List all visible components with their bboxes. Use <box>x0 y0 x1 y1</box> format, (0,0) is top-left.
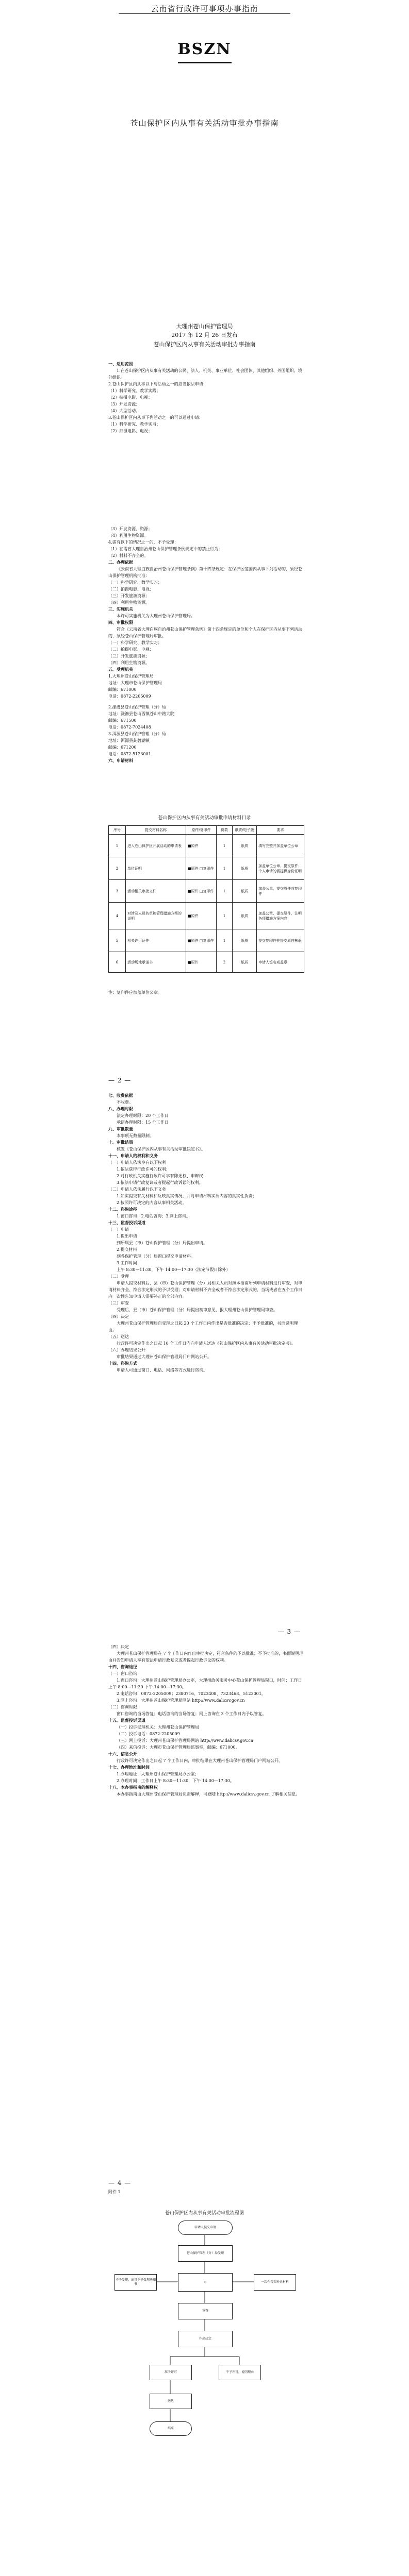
list-item: （2）拍摄电影、电视； <box>108 429 153 433</box>
list-item: （二）拍摄电影、电视； <box>108 587 154 591</box>
table-row <box>109 903 304 929</box>
table-cell: 纸质 <box>233 903 257 929</box>
list-item: 邮编：671500 <box>108 718 137 723</box>
list-item: （2）材料不齐全的。 <box>108 553 149 558</box>
page-number: — 3 — <box>277 1628 301 1635</box>
paragraph: 大理州苍山保护管理局在 7 个工作日内作出审批决定，符合条件的予以批准；不予批准的，书面说明理由并告知申请人享有依法申请行政复议或者提起行政诉讼的权利。 <box>108 1651 304 1663</box>
table-cell: 1 <box>109 835 126 857</box>
list-item: 2.按照许可决定的内容从事相关活动。 <box>117 1200 187 1205</box>
list-item: 1.大理州苍山保护管理局 <box>108 674 154 679</box>
decision-icon: ◇ <box>204 2280 207 2284</box>
table-cell: 1 <box>217 903 233 929</box>
section-heading: 七、收费依据 <box>108 1093 133 1098</box>
paragraph: 1.窗口咨询：大理州苍山保护管理局办公室，大理州政务服务中心苍山保护管理局窗口，时间：工作日上午 8:00—11:30 下午 14:00—17:30。 <box>108 1678 302 1689</box>
table-cell: ■原件 □复印件 <box>186 880 217 903</box>
issue-footer: 苍山保护区内从事有关活动审批办事指南 <box>153 341 256 348</box>
table-cell: ■原件 □复印件 <box>186 929 217 952</box>
table-cell: 1 <box>217 880 233 903</box>
flow-node-review: 审查 <box>178 2303 233 2319</box>
list-item: （四）利用生物资源。 <box>108 600 150 605</box>
list-item: （3）开发资源； <box>108 402 140 406</box>
page-2 <box>0 526 409 1077</box>
page-5 <box>0 2179 409 2576</box>
table-row <box>109 952 304 973</box>
paragraph: 1.办理地址：大理州苍山保护管理局办公室； <box>117 1772 199 1776</box>
list-item: 2.漾濞县苍山保护管理（分）局 <box>108 705 166 709</box>
paragraph: 法定办理时限：20 个工作日 <box>117 1113 169 1118</box>
paragraph: 本许可实施机关为大理州苍山保护管理局。 <box>117 614 195 618</box>
flow-node-accept: 苍山保护管理（分）局受理 <box>178 2245 233 2262</box>
paragraph: （三）审查 <box>108 1301 129 1306</box>
list-item: （三）开发旅游资源； <box>108 594 150 598</box>
guide-title: 苍山保护区内从事有关活动审批办事指南 <box>130 118 279 128</box>
section-heading: 五、受理机关 <box>108 667 133 672</box>
paragraph: 申请人提交材料后，县（市）苍山保护管理（分）局相关人员对照本指南所列申请材料进行审查，对申请材料齐全、符合法定形式的予以受理；对申请材料不齐全或者不符合法定形式的，当场或者在五个工作日内一次性告知申请人需要补正的全部内容。 <box>108 1281 302 1299</box>
paragraph: （一）申请人依法享有以下权利 <box>108 1160 166 1165</box>
paragraph: 到所属县（市）苍山保护管理（分）局提出申请。 <box>117 1241 207 1245</box>
table-cell: 4 <box>109 903 126 929</box>
table-cell: ■原件 □复印件 <box>186 857 217 880</box>
list-item: （1）科学研究、教学实践； <box>108 388 161 393</box>
paragraph: （四）决定 <box>108 1314 129 1319</box>
table-cell: 1 <box>217 835 233 857</box>
table-cell: 6 <box>109 952 126 973</box>
table-cell: 1 <box>217 929 233 952</box>
table-cell: 纸质 <box>233 952 257 973</box>
list-item: 邮编：671000 <box>108 687 137 692</box>
paragraph: （一）投诉受理机关：大理州苍山保护管理局 <box>117 1725 199 1730</box>
flow-node-approve: 准予许可 <box>150 2365 192 2380</box>
section-block <box>108 1643 304 1798</box>
list-item: （3）开发资源、资源； <box>108 527 153 531</box>
section-heading: 十四、咨询途径 <box>108 1664 137 1669</box>
flow-node-start: 申请人提交申请 <box>178 2221 233 2235</box>
paragraph: （五）送达 <box>108 1334 129 1339</box>
flow-node-decision <box>178 2273 233 2292</box>
paragraph: 大理州苍山保护管理局自受理之日起 20 个工作日内作出是否批准的决定；不予批准的，书面说明理由。 <box>108 1321 298 1332</box>
section-block <box>108 526 304 764</box>
section-heading: 六、申请材料 <box>108 758 133 763</box>
paragraph: 《云南省大理白族自治州苍山保护管理条例》第十四条规定：在保护区范围内从事下列活动的，须经苍山保护管理机构批准： <box>108 567 302 578</box>
col-header: 纸质/电子版 <box>233 826 257 835</box>
list-item: （一）科学研究、教学实习； <box>108 580 162 585</box>
col-header: 份数 <box>217 826 233 835</box>
paragraph: （六）办理结果公开 <box>108 1348 145 1352</box>
table-note: 注：复印件应加盖单位公章。 <box>108 990 162 995</box>
paragraph: （一）窗口咨询 <box>108 1671 137 1676</box>
paragraph: （一）申请 <box>108 1227 129 1232</box>
table-row <box>109 880 304 903</box>
table-row <box>109 929 304 952</box>
flow-node-supplement: 一次性告知补正材料 <box>254 2274 296 2291</box>
logo-underline <box>178 62 232 63</box>
list-item: 电话：0872-5123001 <box>108 752 151 756</box>
table-title: 苍山保护区内从事有关活动审批申请材料目录 <box>158 816 251 821</box>
list-item: （四）利用生物资源。 <box>108 660 150 665</box>
table-cell: 活动相关审批文件 <box>126 880 186 903</box>
list-item: （4）大型活动。 <box>108 409 140 413</box>
paragraph: （二）受理 <box>108 1274 129 1279</box>
list-item: 地址：大理市苍山保护管理局 <box>108 681 162 685</box>
list-item: 邮编：671200 <box>108 745 137 750</box>
list-item: 3.依法申请行政复议或者提起行政诉讼的权利。 <box>117 1180 203 1185</box>
list-item: 电话：0872-7024408 <box>108 725 151 730</box>
table-cell: 加盖单位公章，提交原件；个人申请的需提供身份证明 <box>257 857 304 880</box>
paragraph: 不收费。 <box>117 1100 133 1105</box>
table-cell: 2 <box>109 857 126 880</box>
section-heading: 十、审批结果 <box>108 1140 133 1145</box>
list-item: 2.提交材料 <box>117 1247 137 1252</box>
paragraph: 1.在苍山保护区内从事有关活动的公民、法人、机关、事业单位、社会团体、其他组织、外国组织、境外组织。 <box>108 368 302 380</box>
paragraph: 3.苍山保护区内从事下列活动之一的可以通过申请： <box>108 415 203 420</box>
list-item: 电话：0872-2205009 <box>108 694 151 699</box>
col-header: 序号 <box>109 826 126 835</box>
section-heading: 一、适用范围 <box>108 361 133 366</box>
section-heading: 十八、本办事指南的解释权 <box>108 1785 158 1790</box>
paragraph: 承诺办理时限：15 个工作日 <box>117 1120 169 1125</box>
table-cell: 纸质 <box>233 835 257 857</box>
paragraph: 核发《苍山保护区内从事有关活动审批决定书》。 <box>117 1147 205 1151</box>
list-item: 2.苍山保护区内从事以下与活动之一的应当依法申请： <box>108 382 207 386</box>
table-cell: ■原件 <box>186 952 217 973</box>
table-cell: 单位证明 <box>126 857 186 880</box>
table-cell: 纸质 <box>233 880 257 903</box>
list-item: 地址：漾濞县苍山西镇苍山中路大院 <box>108 711 174 716</box>
appendix-label: 附件 1 <box>108 2190 121 2194</box>
paragraph: （四）决定 <box>108 1645 129 1649</box>
section-heading: 四、审批权限 <box>108 620 133 625</box>
paragraph: 2.办理时间：工作日上午 8:30—11:30，下午 14:00—17:30。 <box>117 1778 234 1783</box>
list-item: 1.如实提交有关材料和反映真实情况，并对申请材料实质内容的真实性负责； <box>117 1194 257 1198</box>
table-cell: 2 <box>217 952 233 973</box>
table-cell: 1 <box>217 857 233 880</box>
table-cell: ■原件 <box>186 835 217 857</box>
page-4 <box>0 1628 409 2179</box>
table-cell: 相关许可证件 <box>126 929 186 952</box>
flowchart-title: 苍山保护区内从事有关活动审批流程图 <box>165 2211 244 2216</box>
list-item: 地址：洱源县茈碧湖镇 <box>108 738 150 743</box>
document-header: 云南省行政许可事项办事指南 <box>151 4 258 13</box>
paragraph: 到各保护管理（分）局窗口提交申请材料。 <box>117 1254 195 1259</box>
paragraph: （二）申请人依法履行以下义务 <box>108 1187 166 1192</box>
col-header: 提交材料名称 <box>126 826 186 835</box>
table-header-row <box>109 826 304 835</box>
list-item: 3.工作时间 <box>117 1261 137 1265</box>
col-header: 要求 <box>257 826 304 835</box>
section-heading: 九、审批数量 <box>108 1126 133 1131</box>
page-number: — 2 — <box>108 1077 132 1084</box>
paragraph: （三）网上投诉：大理州苍山保护管理局网站 http://www.dalicsv.gov.cn <box>117 1738 253 1743</box>
list-item: （一）科学研究、教学实习； <box>108 640 162 645</box>
section-heading: 八、办理时限 <box>108 1106 133 1111</box>
section-heading: 十七、办理地址和时间 <box>108 1765 150 1770</box>
materials-table <box>108 825 304 973</box>
list-item: 1.依法获得行政许可的权利； <box>117 1167 170 1172</box>
paragraph: 本事项无数量限制。 <box>117 1133 154 1138</box>
list-item: （2）拍摄电影、电视； <box>108 395 153 400</box>
paragraph: （二）咨询时限 <box>108 1705 137 1709</box>
list-item: （4）利用生物资源。 <box>108 533 149 538</box>
section-heading: 二、办理依据 <box>108 560 133 565</box>
paragraph: 本办事指南由大理州苍山保护管理局负责解释，可登陆 http://www.dalicsv.gov.cn 了解相关信息。 <box>117 1792 300 1797</box>
list-item: 2.对行政机关实施行政许可享有陈述权、申辩权； <box>117 1174 207 1178</box>
paragraph: 申请人可通过窗口、电话、网络等方式进行咨询。 <box>117 1368 207 1372</box>
paragraph: 1.窗口咨询；2.电话咨询；3.网上咨询。 <box>117 1214 190 1218</box>
list-item: （二）拍摄电影、电视； <box>108 647 154 652</box>
section-heading: 十三、监督投诉渠道 <box>108 1220 145 1225</box>
table-cell: 填写完整并加盖单位公章 <box>257 835 304 857</box>
issuer-org: 大理州苍山保护管理局 <box>176 323 233 330</box>
section-scope <box>108 361 304 434</box>
issue-date: 2017 年 12 月 26 日发布 <box>171 332 238 338</box>
header-divider <box>119 13 290 14</box>
flow-node-deny: 不予许可，说明理由 <box>219 2365 261 2380</box>
table-row <box>109 857 304 880</box>
paragraph: 审批结果通过大理州苍山保护管理局门户网站公开。 <box>117 1354 211 1359</box>
bszn-logo: BSZN <box>177 40 232 58</box>
list-item: 3.洱源县苍山保护管理（分）局 <box>108 732 166 736</box>
flow-node-end: 结束 <box>150 2421 192 2436</box>
page-3 <box>0 1077 409 1628</box>
table-cell: 加盖公章，提交原件或复印件 <box>257 880 304 903</box>
flow-node-deliver: 送达 <box>150 2394 192 2409</box>
page-number: — 4 — <box>108 2179 132 2187</box>
paragraph: 行政许可决定作出之日起 10 个工作日内向申请人送达《苍山保护区内从事有关活动审批决定书》。 <box>117 1341 296 1346</box>
flow-node-decide: 作出决定 <box>178 2331 233 2347</box>
table-cell: 进入苍山保护区开展活动的申请表 <box>126 835 186 857</box>
section-heading: 三、实施机关 <box>108 606 133 612</box>
section-heading: 十四、咨询方式 <box>108 1361 137 1366</box>
table-cell: 5 <box>109 929 126 952</box>
table-cell: 提交复印件并提交原件核验 <box>257 929 304 952</box>
paragraph: （二）投诉电话：0872-2205009 <box>117 1732 180 1736</box>
table-cell: 纸质 <box>233 857 257 880</box>
col-header: 原件/复印件 <box>186 826 217 835</box>
page-1 <box>0 0 409 526</box>
section-heading: 十二、咨询途径 <box>108 1207 137 1212</box>
section-block <box>108 1092 304 1374</box>
table-cell: 纸质 <box>233 929 257 952</box>
list-item: 1.提出申请 <box>117 1234 137 1239</box>
paragraph: 2.电话咨询：0872-2205009；2380716、7023408、7323468、5123001。 <box>117 1691 266 1696</box>
list-item: （1）在需省大理自治州苍山保护管理条例规定中的禁止行为； <box>108 547 223 551</box>
flow-node-reject: 不予受理，出具不予受理通知书 <box>114 2274 157 2291</box>
table-cell: ■原件 <box>186 903 217 929</box>
flowchart-connectors <box>0 2179 409 2576</box>
paragraph: 受理后，县（市）苍山保护管理（分）局提出初审意见，报大理州苍山保护管理局审查。 <box>117 1308 277 1312</box>
list-item: （1）科学研究、教学实习； <box>108 422 161 427</box>
paragraph: 行政许可决定作出之日起 7 个工作日内，审批结果在大理州苍山保护管理局门户网站公开。 <box>117 1758 283 1763</box>
table-cell: 活动场地承诺书 <box>126 952 186 973</box>
section-heading: 十一、申请人的权利和义务 <box>108 1153 158 1158</box>
table-cell: 对涉及人员名单和管理措施方案的说明 <box>126 903 186 929</box>
paragraph: 4.需有以下的情况之一的，不予受理： <box>108 540 178 545</box>
paragraph: 窗口咨询的当场答复；电话咨询的当场答复；网上咨询在 3 个工作日内予以答复。 <box>117 1711 267 1716</box>
paragraph: 3.网上咨询：大理州苍山保护管理局网站 http://www.dalicsv.gov.cn <box>117 1698 245 1703</box>
section-heading: 十五、监督投诉渠道 <box>108 1718 145 1723</box>
table-cell: 加盖公章，提交原件，注明各项措施方案内容 <box>257 903 304 929</box>
paragraph: 符合《云南省大理白族自治州苍山保护管理条例》第十四条规定的单位和个人在保护区内从事下列活动的，须经苍山保护管理局审批。 <box>108 627 302 638</box>
paragraph: （四）来信投诉：大理市苍山保护管理局监察室，邮编：671000。 <box>117 1745 240 1750</box>
section-heading: 十六、信息公开 <box>108 1751 137 1756</box>
paragraph: 上午 8:30—11:30，下午 14:00—17:30（法定节假日除外） <box>117 1267 231 1272</box>
table-row <box>109 835 304 857</box>
table-cell: 申请人签名或盖章 <box>257 952 304 973</box>
list-item: （三）开发旅游资源； <box>108 654 150 658</box>
table-cell: 3 <box>109 880 126 903</box>
